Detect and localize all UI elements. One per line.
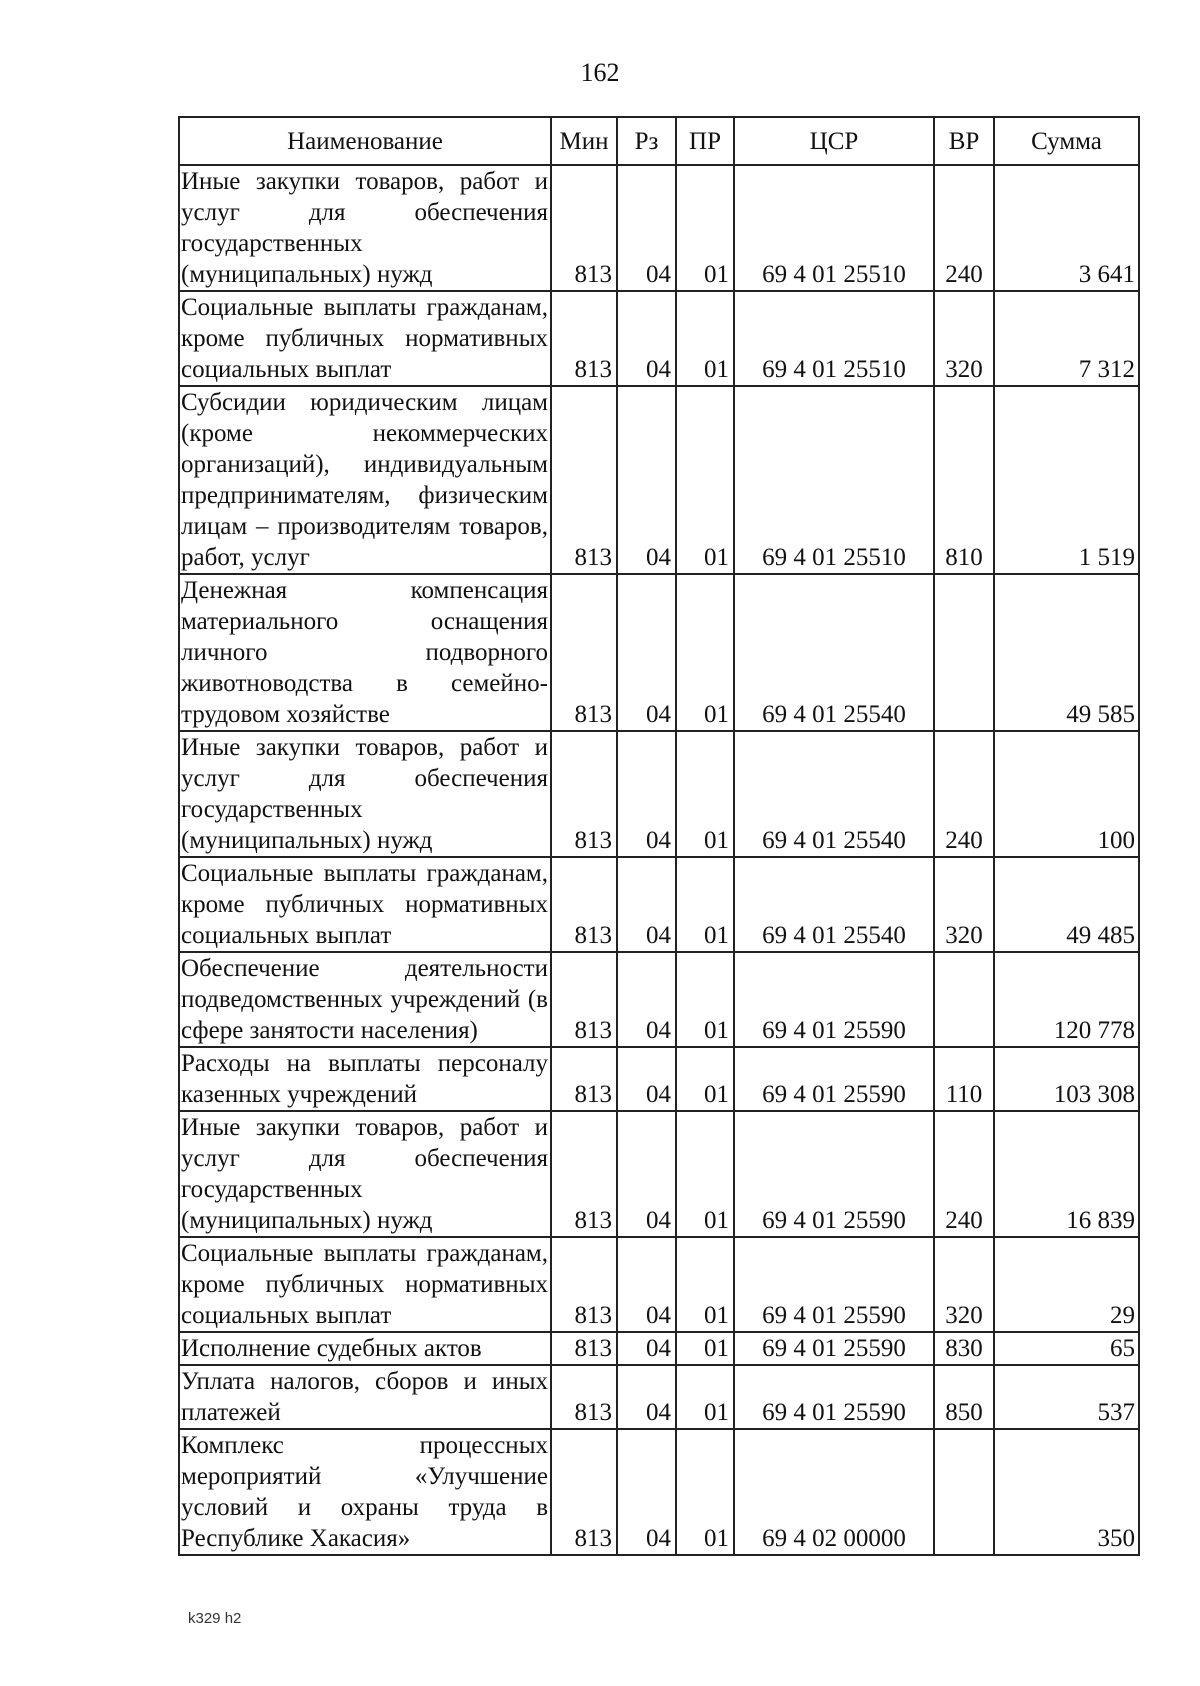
header-name: Наименование [179, 117, 551, 165]
cell-vr: 320 [934, 857, 994, 952]
cell-sum: 49 485 [994, 857, 1139, 952]
table-row [179, 1237, 1139, 1332]
cell-pr: 01 [676, 1429, 734, 1555]
cell-rz: 04 [617, 857, 676, 952]
cell-csr: 69 4 01 25510 [734, 386, 934, 574]
cell-min: 813 [551, 1332, 617, 1365]
cell-name: Социальные выплаты гражданам, кроме публичных нормативных социальных выплат [179, 1237, 551, 1332]
cell-rz: 04 [617, 1429, 676, 1555]
cell-name: Иные закупки товаров, работ и услуг для обеспечения государственных (муниципальных) нужд [179, 731, 551, 857]
header-vr: ВР [934, 117, 994, 165]
cell-csr: 69 4 01 25510 [734, 165, 934, 291]
cell-pr: 01 [676, 1237, 734, 1332]
table-row [179, 1047, 1139, 1111]
cell-vr [934, 1429, 994, 1555]
table-row [179, 165, 1139, 291]
cell-sum: 120 778 [994, 952, 1139, 1047]
cell-sum: 7 312 [994, 291, 1139, 386]
cell-rz: 04 [617, 1332, 676, 1365]
header-pr: ПР [676, 117, 734, 165]
cell-csr: 69 4 01 25540 [734, 857, 934, 952]
cell-vr: 240 [934, 1111, 994, 1237]
cell-name: Исполнение судебных актов [179, 1332, 551, 1365]
header-sum: Сумма [994, 117, 1139, 165]
footer-code: k329 h2 [188, 1610, 242, 1627]
cell-min: 813 [551, 1429, 617, 1555]
table-row [179, 1332, 1139, 1365]
cell-vr: 850 [934, 1365, 994, 1429]
header-rz: Рз [617, 117, 676, 165]
cell-sum: 537 [994, 1365, 1139, 1429]
header-csr: ЦСР [734, 117, 934, 165]
table-row [179, 1429, 1139, 1555]
cell-sum: 100 [994, 731, 1139, 857]
cell-pr: 01 [676, 574, 734, 731]
cell-rz: 04 [617, 574, 676, 731]
cell-csr: 69 4 02 00000 [734, 1429, 934, 1555]
cell-pr: 01 [676, 1111, 734, 1237]
cell-pr: 01 [676, 1332, 734, 1365]
cell-min: 813 [551, 857, 617, 952]
cell-rz: 04 [617, 1237, 676, 1332]
cell-name: Уплата налогов, сборов и иных платежей [179, 1365, 551, 1429]
cell-rz: 04 [617, 952, 676, 1047]
cell-rz: 04 [617, 731, 676, 857]
cell-sum: 16 839 [994, 1111, 1139, 1237]
cell-vr: 320 [934, 1237, 994, 1332]
cell-vr: 240 [934, 731, 994, 857]
cell-csr: 69 4 01 25590 [734, 1111, 934, 1237]
cell-pr: 01 [676, 1047, 734, 1111]
cell-name: Субсидии юридическим лицам (кроме некоммерческих организаций), индивидуальным предпринимателям, физическим лицам – производителям товаров, работ, услуг [179, 386, 551, 574]
cell-min: 813 [551, 291, 617, 386]
header-min: Мин [551, 117, 617, 165]
cell-pr: 01 [676, 731, 734, 857]
cell-min: 813 [551, 952, 617, 1047]
cell-min: 813 [551, 1047, 617, 1111]
cell-sum: 350 [994, 1429, 1139, 1555]
cell-csr: 69 4 01 25590 [734, 1332, 934, 1365]
cell-sum: 3 641 [994, 165, 1139, 291]
table-row [179, 857, 1139, 952]
budget-table [178, 116, 1140, 1556]
cell-vr: 830 [934, 1332, 994, 1365]
cell-rz: 04 [617, 1365, 676, 1429]
cell-min: 813 [551, 165, 617, 291]
table-row [179, 1111, 1139, 1237]
cell-csr: 69 4 01 25540 [734, 574, 934, 731]
cell-vr: 110 [934, 1047, 994, 1111]
cell-name: Комплекс процессных мероприятий «Улучшение условий и охраны труда в Республике Хакасия» [179, 1429, 551, 1555]
cell-name: Иные закупки товаров, работ и услуг для обеспечения государственных (муниципальных) нужд [179, 165, 551, 291]
cell-rz: 04 [617, 1111, 676, 1237]
cell-min: 813 [551, 386, 617, 574]
cell-csr: 69 4 01 25590 [734, 1047, 934, 1111]
cell-sum: 65 [994, 1332, 1139, 1365]
cell-pr: 01 [676, 386, 734, 574]
cell-sum: 29 [994, 1237, 1139, 1332]
cell-name: Расходы на выплаты персоналу казенных учреждений [179, 1047, 551, 1111]
cell-min: 813 [551, 731, 617, 857]
table-body [179, 165, 1139, 1555]
cell-pr: 01 [676, 165, 734, 291]
cell-rz: 04 [617, 386, 676, 574]
cell-vr: 320 [934, 291, 994, 386]
cell-name: Обеспечение деятельности подведомственных учреждений (в сфере занятости населения) [179, 952, 551, 1047]
cell-pr: 01 [676, 1365, 734, 1429]
cell-sum: 1 519 [994, 386, 1139, 574]
cell-csr: 69 4 01 25590 [734, 952, 934, 1047]
cell-name: Социальные выплаты гражданам, кроме публичных нормативных социальных выплат [179, 291, 551, 386]
cell-csr: 69 4 01 25590 [734, 1237, 934, 1332]
cell-name: Иные закупки товаров, работ и услуг для обеспечения государственных (муниципальных) нужд [179, 1111, 551, 1237]
cell-name: Социальные выплаты гражданам, кроме публичных нормативных социальных выплат [179, 857, 551, 952]
cell-vr [934, 574, 994, 731]
cell-csr: 69 4 01 25590 [734, 1365, 934, 1429]
page-number: 162 [580, 58, 620, 87]
cell-pr: 01 [676, 952, 734, 1047]
cell-name: Денежная компенсация материального оснащения личного подворного животноводства в семейно-трудовом хозяйстве [179, 574, 551, 731]
cell-rz: 04 [617, 165, 676, 291]
cell-csr: 69 4 01 25510 [734, 291, 934, 386]
cell-min: 813 [551, 1111, 617, 1237]
table-row [179, 731, 1139, 857]
table-header-row [179, 117, 1139, 165]
table-row [179, 574, 1139, 731]
table-row [179, 952, 1139, 1047]
cell-sum: 49 585 [994, 574, 1139, 731]
cell-rz: 04 [617, 1047, 676, 1111]
cell-vr [934, 952, 994, 1047]
cell-min: 813 [551, 574, 617, 731]
cell-csr: 69 4 01 25540 [734, 731, 934, 857]
cell-pr: 01 [676, 291, 734, 386]
table-row [179, 1365, 1139, 1429]
cell-min: 813 [551, 1365, 617, 1429]
cell-pr: 01 [676, 857, 734, 952]
cell-sum: 103 308 [994, 1047, 1139, 1111]
table-row [179, 386, 1139, 574]
cell-vr: 240 [934, 165, 994, 291]
table-row [179, 291, 1139, 386]
cell-min: 813 [551, 1237, 617, 1332]
cell-vr: 810 [934, 386, 994, 574]
cell-rz: 04 [617, 291, 676, 386]
